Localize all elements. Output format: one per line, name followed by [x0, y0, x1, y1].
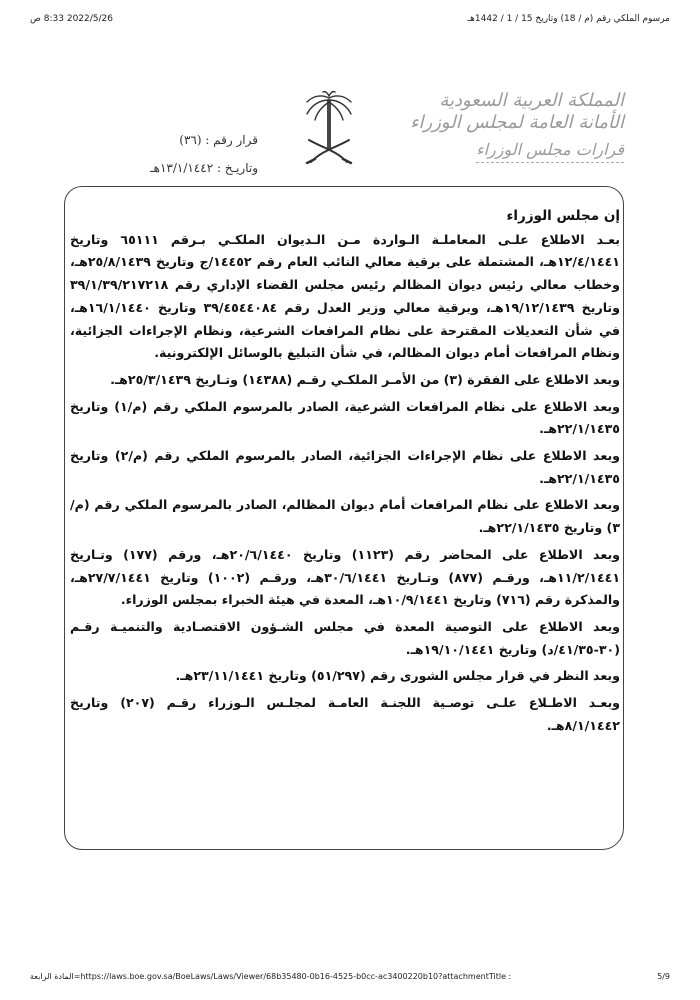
page-number: 5/9	[657, 972, 670, 981]
decision-number: قرار رقم : (٣٦)	[179, 133, 258, 147]
paragraph: وبعـد الاطـلاع علـى توصـية اللجنـة العامـة لمجلـس الـوزراء رقـم (٢٠٧) وتاريخ ٨/١/١٤٤٢هـ.	[70, 695, 620, 733]
letterhead-council-decisions: قرارات مجلس الوزراء	[476, 140, 624, 163]
paragraph: وبعد الاطلاع على نظام الإجراءات الجزائية، الصادر بالمرسوم الملكي رقم (م/٢) وتاريخ ٢٢/١/١٤٣٥هـ.	[70, 448, 620, 486]
decision-meta	[118, 126, 258, 182]
print-url[interactable]: المادة الرابعة=https://laws.boe.gov.sa/BoeLaws/Laws/Viewer/68b35480-0b16-4525-b0cc-ac3400220b10?attachmentTitle :	[30, 972, 512, 981]
decision-body	[70, 205, 620, 737]
paragraph: وبعد الاطلاع على الفقرة (٣) من الأمـر الملكـي رقـم (١٤٣٨٨) وتـاريخ ٢٥/٣/١٤٣٩هـ.	[110, 371, 620, 387]
paragraph: بعـد الاطلاع علـى المعاملـة الـواردة مـن الـديوان الملكـي بـرقم ٦٥١١١ وتاريخ ١٢/٤/١٤٤١هـ، المشتملة على برقية معالي النائب العام رقم ١٤٤٥٢/ج وتاريخ ٢٥/٨/١٤٣٩هـ، وخطاب معالي رئيس ديوان المظالم رئيس مجلس القضاء الإداري رقم ٣٩/١/٣٩/٢١٧٢١٨ وتاريخ ١٩/١٢/١٤٣٩هـ، وبرقية معالي وزير العدل رقم ٣٩/٤٥٤٤٠٨٤ وتاريخ ١٦/١/١٤٤٠هـ، في شأن التعديلات المقترحة على نظام المرافعات الشرعية، ونظام الإجراءات الجزائية، ونظام المرافعات أمام ديوان المظالم، في شأن التبليغ بالوسائل الإلكترونية.	[70, 231, 620, 361]
letterhead-secretariat: الأمانة العامة لمجلس الوزراء	[410, 112, 624, 133]
print-header	[30, 14, 670, 30]
saudi-emblem-palm-swords-icon	[301, 90, 357, 170]
letterhead	[394, 90, 624, 190]
paragraph: وبعد الاطلاع على المحاضر رقم (١١٢٣) وتاريخ ٢٠/٦/١٤٤٠هـ، ورقم (١٧٧) وتـاريخ ١١/٢/١٤٤١هـ، ورقـم (٨٧٧) وتـاريخ ٣٠/٦/١٤٤١هـ، ورقـم (١٠٠٢) وتاريخ ٢٧/٧/١٤٤١هـ، والمذكرة رقم (٧١٦) وتاريخ ١٠/٩/١٤٤١هـ، المعدة في هيئة الخبراء بمجلس الوزراء.	[70, 546, 621, 608]
paragraph: وبعد الاطلاع على نظام المرافعات أمام ديوان المظالم، الصادر بالمرسوم الملكي رقم (م/٣) وتاريخ ٢٢/١/١٤٣٥هـ.	[70, 497, 620, 536]
decision-date: وتاريـخ : ١٣/١/١٤٤٢هـ	[150, 161, 258, 175]
paragraph: وبعد الاطلاع على نظام المرافعات الشرعية، الصادر بالمرسوم الملكي رقم (م/١) وتاريخ ٢٢/١/١٤٣٥هـ.	[70, 398, 620, 437]
letterhead-kingdom: المملكة العربية السعودية	[439, 90, 624, 111]
greeting: إن مجلس الوزراء	[506, 208, 620, 224]
scanned-document	[58, 80, 634, 870]
paragraph: وبعد الاطلاع على التوصية المعدة في مجلس الشـؤون الاقتصـادية والتنميـة رقـم (٣٠-٤١/٣٥/د) وتاريخ ١٩/١٠/١٤٤١هـ.	[70, 618, 620, 657]
print-title: مرسوم الملكي رقم (م / 18) وتاريخ 15 / 1 / 1442هـ	[467, 14, 670, 24]
print-footer	[30, 972, 670, 986]
print-datetime: 2022/5/26 8:33 ص	[30, 14, 113, 24]
paragraph: وبعد النظر في قرار مجلس الشورى رقم (٥١/٢٩٧) وتاريخ ٢٣/١١/١٤٤١هـ.	[175, 668, 620, 684]
